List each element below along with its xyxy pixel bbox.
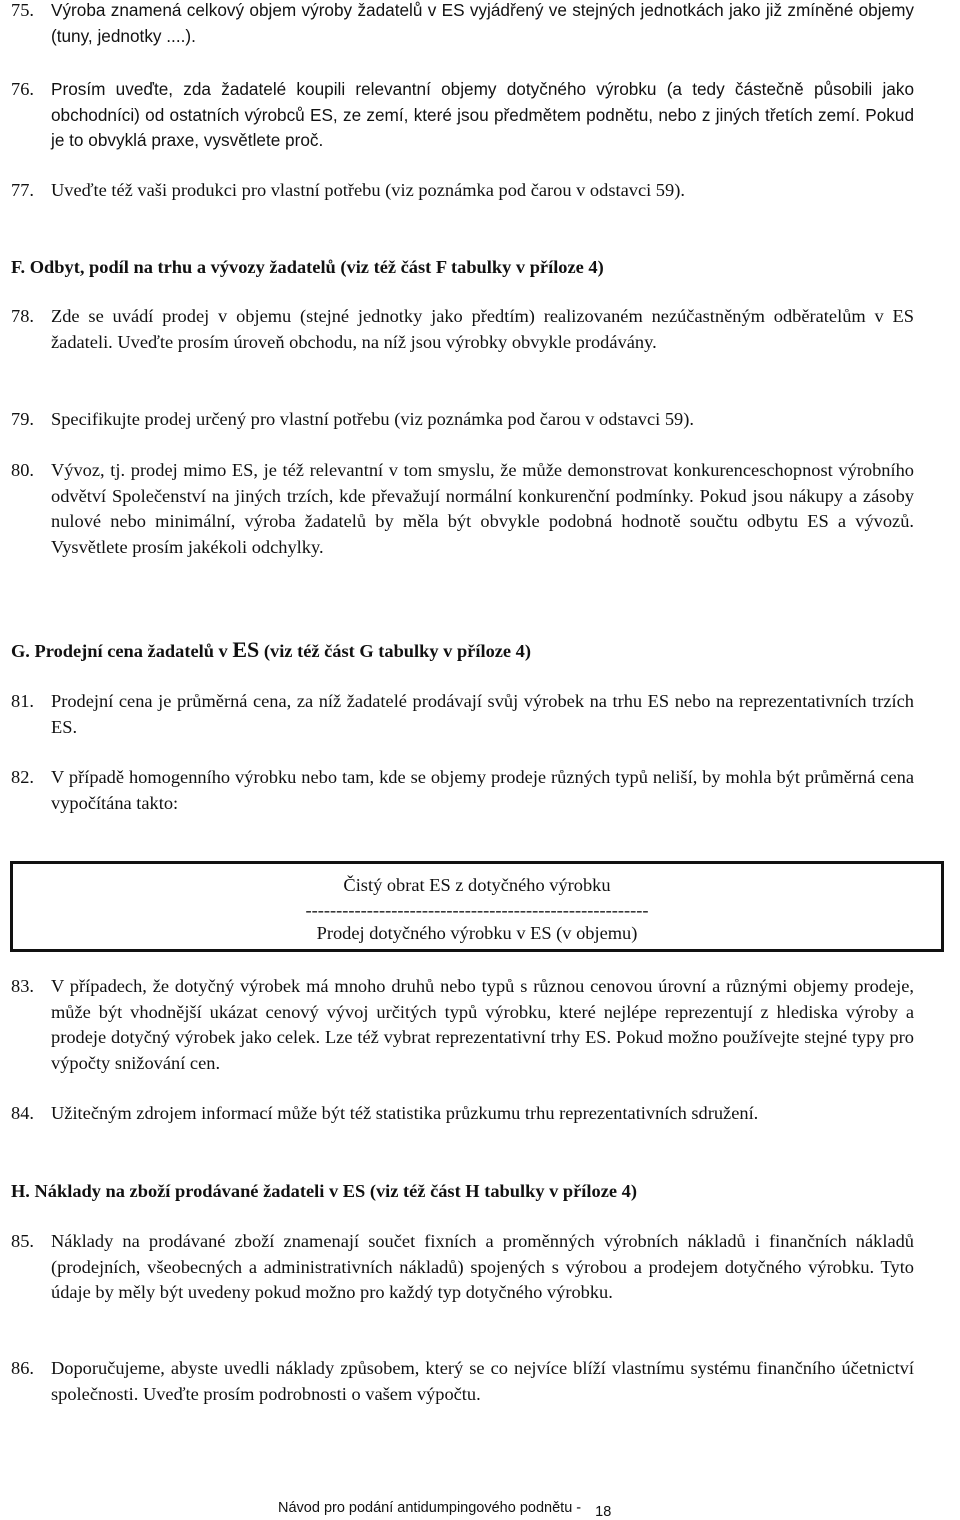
paragraph-82 bbox=[11, 765, 914, 816]
paragraph-85 bbox=[11, 1229, 914, 1306]
paragraph-text: Prodejní cena je průměrná cena, za níž žadatelé prodávají svůj výrobek na trhu ES nebo na reprezentativních trzích ES. bbox=[51, 691, 914, 737]
section-heading-g bbox=[11, 637, 941, 664]
paragraph-text: Zde se uvádí prodej v objemu (stejné jednotky jako předtím) realizovaném nezúčastněným odběratelům v ES žadateli. Uveďte prosím úroveň obchodu, na níž jsou výrobky obvykle prodávány. bbox=[51, 306, 914, 352]
paragraph-text: Užitečným zdrojem informací může být též statistika průzkumu trhu reprezentativních sdružení. bbox=[51, 1103, 759, 1123]
paragraph-76 bbox=[11, 77, 914, 154]
paragraph-77 bbox=[11, 178, 914, 204]
paragraph-number: 82. bbox=[11, 767, 34, 787]
paragraph-text: Prosím uveďte, zda žadatelé koupili relevantní objemy dotyčného výrobku (a tedy částečně působili jako obchodníci) od ostatních výrobců ES, ze zemí, které jsou předmětem podnětu, nebo z jiných třetích zemí. Pokud je to obvyklá praxe, vysvětlete proč. bbox=[51, 79, 914, 150]
section-heading-h: H. Náklady na zboží prodávané žadateli v ES (viz též část H tabulky v příloze 4) bbox=[11, 1181, 637, 1201]
paragraph-text: Vývoz, tj. prodej mimo ES, je též relevantní v tom smyslu, že může demonstrovat konkurenceschopnost výrobního odvětví Společenství na jiných trzích, kde převažují normální konkurenční podmínky. Pokud jsou nákupy a zásoby nulové nebo minimální, výroba žadatelů by měla být obvykle podobná hodnotě součtu odbytu ES a vývozů. Vysvětlete prosím jakékoli odchylky. bbox=[51, 460, 914, 557]
paragraph-text: Specifikujte prodej určený pro vlastní potřebu (viz poznámka pod čarou v odstavci 59). bbox=[51, 409, 694, 429]
paragraph-84 bbox=[11, 1101, 914, 1127]
paragraph-83 bbox=[11, 974, 914, 1076]
footer-title: Návod pro podání antidumpingového podnětu - bbox=[278, 1500, 582, 1516]
paragraph-text: Náklady na prodávané zboží znamenají součet fixních a proměnných výrobních nákladů i finančních nákladů (prodejních, všeobecných a administrativních nákladů) spojených s výrobou a prodejem dotyčného výrobku. Tyto údaje by měly být uvedeny pokud možno pro každý typ dotyčného výrobku. bbox=[51, 1231, 914, 1302]
price-formula-box bbox=[10, 861, 944, 952]
paragraph-number: 79. bbox=[11, 409, 34, 429]
paragraph-number: 80. bbox=[11, 460, 34, 480]
paragraph-number: 85. bbox=[11, 1231, 34, 1251]
paragraph-number: 86. bbox=[11, 1358, 34, 1378]
formula-denominator: Prodej dotyčného výrobku v ES (v objemu) bbox=[316, 923, 638, 943]
heading-text: (viz též část G tabulky v příloze 4) bbox=[259, 641, 532, 661]
paragraph-text: V případech, že dotyčný výrobek má mnoho druhů nebo typů s různou cenovou úrovní a různými objemy prodeje, může být vhodnější ukázat cenový vývoj určitých typů výrobku, které nejlépe reprezentují z hlediska výroby a prodeje dotyčný výrobek jako celek. Lze též vybrat reprezentativní trhy ES. Pokud možno používejte stejné typy pro výpočty snižování cen. bbox=[51, 976, 914, 1073]
paragraph-number: 83. bbox=[11, 976, 34, 996]
paragraph-78 bbox=[11, 304, 914, 355]
paragraph-text: Výroba znamená celkový objem výroby žadatelů v ES vyjádřený ve stejných jednotkách jako již zmíněné objemy (tuny, jednotky ....). bbox=[51, 0, 914, 46]
heading-es: ES bbox=[232, 637, 260, 662]
formula-numerator: Čistý obrat ES z dotyčného výrobku bbox=[343, 875, 611, 895]
paragraph-text: V případě homogenního výrobku nebo tam, kde se objemy prodeje různých typů neliší, by mohla být průměrná cena vypočítána takto: bbox=[51, 767, 914, 813]
paragraph-number: 84. bbox=[11, 1103, 34, 1123]
paragraph-number: 76. bbox=[11, 79, 34, 99]
paragraph-number: 75. bbox=[11, 0, 34, 20]
paragraph-81 bbox=[11, 689, 914, 740]
paragraph-80 bbox=[11, 458, 914, 560]
paragraph-75 bbox=[11, 0, 914, 49]
formula-divider: -------------------------------------------------------- bbox=[305, 900, 649, 920]
paragraph-86 bbox=[11, 1356, 914, 1407]
paragraph-number: 78. bbox=[11, 306, 34, 326]
heading-text: G. Prodejní cena žadatelů v bbox=[11, 641, 233, 661]
page-footer bbox=[278, 1499, 612, 1520]
paragraph-text: Uveďte též vaši produkci pro vlastní potřebu (viz poznámka pod čarou v odstavci 59). bbox=[51, 180, 685, 200]
page-number: 18 bbox=[595, 1504, 612, 1520]
paragraph-number: 77. bbox=[11, 180, 34, 200]
section-heading-f: F. Odbyt, podíl na trhu a vývozy žadatelů (viz též část F tabulky v příloze 4) bbox=[11, 257, 604, 277]
paragraph-79 bbox=[11, 407, 914, 433]
paragraph-text: Doporučujeme, abyste uvedli náklady způsobem, který se co nejvíce blíží vlastnímu systému finančního účetnictví společnosti. Uveďte prosím podrobnosti o vašem výpočtu. bbox=[51, 1358, 914, 1404]
paragraph-number: 81. bbox=[11, 691, 34, 711]
